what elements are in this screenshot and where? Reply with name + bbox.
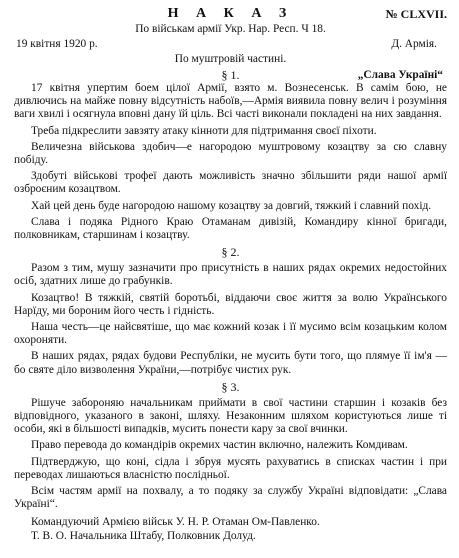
order-date: 19 квітня 1920 р. bbox=[16, 38, 98, 50]
paragraph: В наших рядах, рядах будови Республіки, не мусить бути того, що плямуе її ім'я — бо святе діло визволення України,—потрібує чистих рук. bbox=[14, 350, 447, 376]
slogan: „Слава Україні“ bbox=[357, 69, 443, 81]
document-title: Н А К А З bbox=[167, 6, 294, 21]
section-label: § 2. bbox=[221, 245, 240, 260]
paragraph: Слава і подяка Рідного Краю Отаманам дивізій, Командиру кінної бригади, полковникам, старшинам і козацтву. bbox=[14, 215, 447, 242]
paragraph: Наша честь—це найсвятіше, що має кожний козак і її мусимо всім козацьким колом охороняти. bbox=[14, 321, 447, 347]
paragraph: Всім частям армії на похвалу, а то подяку за службу Україні відповідати: „Слава Україні“. bbox=[14, 485, 447, 511]
paragraph: Разом з тим, мушу зазначити про присутність в наших рядах окремих недостойних осіб, здатних лише до грабунків. bbox=[14, 262, 447, 288]
paragraph: Хай цей день буде нагородою нашому козацтву за довгий, тяжкий і славний похід. bbox=[31, 199, 432, 212]
paragraph: Підтверджую, що коні, сідла і збруя мусять рахуватись в списках частин і при переводах лишаються власністю послідньої. bbox=[14, 455, 447, 481]
paragraph: Право перевода до командірів окремих частин включно, належить Комдивам. bbox=[31, 439, 408, 452]
order-number: № CLXVII. bbox=[385, 7, 447, 21]
order-subject: По муштровій частині. bbox=[174, 53, 287, 65]
paragraph: Треба підкреслити завзяту атаку кінноти для підтримання своєї піхоти. bbox=[31, 124, 377, 137]
signature-commander: Командуючий Армією військ У. Н. Р. Отаман Ом-Павленко. bbox=[31, 516, 320, 529]
signature-chief-of-staff: Т. В. О. Начальника Штабу, Полковник Долуд. bbox=[31, 529, 256, 542]
section-label: § 3. bbox=[221, 379, 240, 394]
paragraph: Рішуче забороняю начальникам приймати в свої частини старшин і козаків без відповідного, указаного в законі, шляху. Незаконним шляхом користуються лише ті особи, які в більшості випадків, мусить понести кару за свої вчинки. bbox=[14, 396, 447, 436]
header-row bbox=[14, 6, 447, 23]
section-label: § 1. bbox=[221, 68, 240, 82]
paragraph: Здобуті військові трофеї дають можливість значно збільшити ряди нашої армії озброєним козацтвом. bbox=[14, 170, 447, 196]
paragraph: Козацтво! В тяжкій, святій боротьбі, віддаючи своє життя за волю Українського Нарїду, ми бороним його честь і гідність. bbox=[14, 291, 447, 317]
paragraph: 17 квітня упертим боем цілої Армії, взято м. Вознесенськ. В самім бою, не дивлючись на майже повну відсутність набоїв,—Армія виявила повну велич і розуміння ваги хвилі і осягнула вповні дану їй ціль. Всі часті виконали покладені на них завдання. bbox=[14, 82, 447, 121]
paragraph: Величезна військова здобич—е нагородою муштровому козацтву за сю славну побіду. bbox=[14, 140, 447, 167]
section-1-header bbox=[14, 68, 447, 82]
date-row bbox=[14, 38, 447, 51]
document-subtitle: По військам армії Укр. Нар. Респ. Ч 18. bbox=[135, 23, 326, 35]
army-label: Д. Армія. bbox=[391, 38, 437, 50]
